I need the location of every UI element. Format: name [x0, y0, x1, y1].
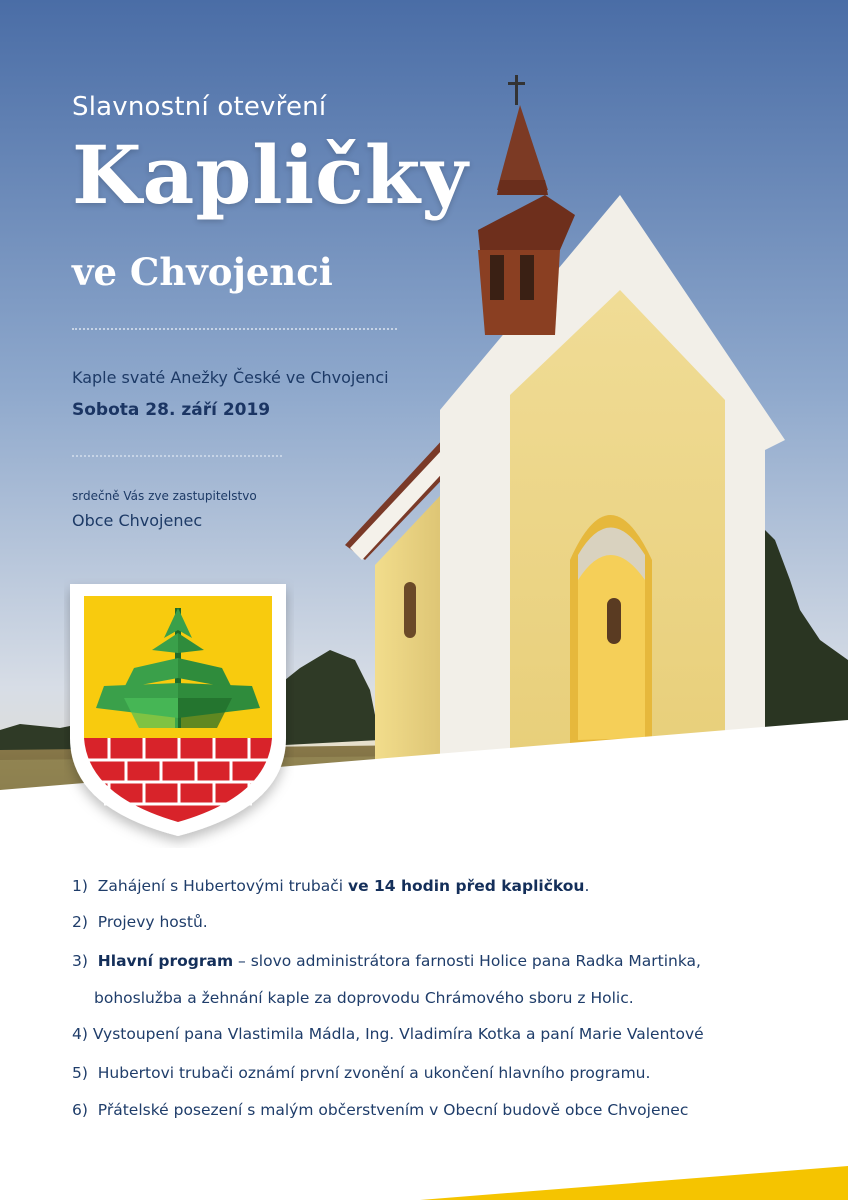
item-text: Projevy hostů.: [97, 913, 208, 931]
divider: [72, 328, 397, 330]
header-subtitle: Slavnostní otevření: [72, 92, 327, 122]
event-place: Kaple svaté Anežky České ve Chvojenci: [72, 368, 389, 387]
program-item-3-continued: [94, 989, 634, 1007]
program-item-6: [72, 1101, 688, 1119]
item-number: 5): [72, 1064, 88, 1082]
invitation-line: srdečně Vás zve zastupitelstvo: [72, 489, 257, 503]
program-item-4: [72, 1025, 704, 1043]
item-number: 6): [72, 1101, 88, 1119]
item-highlight: ve 14 hodin před kapličkou: [347, 877, 585, 895]
item-text: Vystoupení pana Vlastimila Mádla, Ing. Vladimíra Kotka a paní Marie Valentové: [92, 1025, 704, 1043]
item-text: Přátelské posezení s malým občerstvením v Obecní budově obce Chvojenec: [97, 1101, 689, 1119]
event-date: Sobota 28. září 2019: [72, 400, 271, 420]
item-text: Zahájení s Hubertovými trubači: [97, 877, 348, 895]
item-number: 2): [72, 913, 88, 931]
program-item-2: [72, 913, 208, 931]
invitation-organizer: Obce Chvojenec: [72, 511, 203, 530]
item-text: Hubertovi trubači oznámí první zvonění a ukončení hlavního programu.: [97, 1064, 651, 1082]
program-item-5: [72, 1064, 650, 1082]
header-location-title: ve Chvojenci: [72, 250, 333, 294]
item-text: – slovo administrátora farnosti Holice pana Radka Martinka,: [233, 952, 701, 970]
divider: [72, 455, 282, 457]
item-number: 3): [72, 952, 88, 970]
coat-of-arms-emblem: [64, 578, 294, 848]
item-number: 4): [72, 1025, 88, 1043]
item-text: bohoslužba a žehnání kaple za doprovodu Chrámového sboru z Holic.: [94, 989, 634, 1007]
item-number: 1): [72, 877, 88, 895]
item-text-end: .: [584, 877, 590, 895]
program-item-3: [72, 952, 701, 970]
item-highlight: Hlavní program: [97, 952, 234, 970]
header-title: Kapličky: [72, 128, 469, 222]
program-item-1: [72, 877, 589, 895]
